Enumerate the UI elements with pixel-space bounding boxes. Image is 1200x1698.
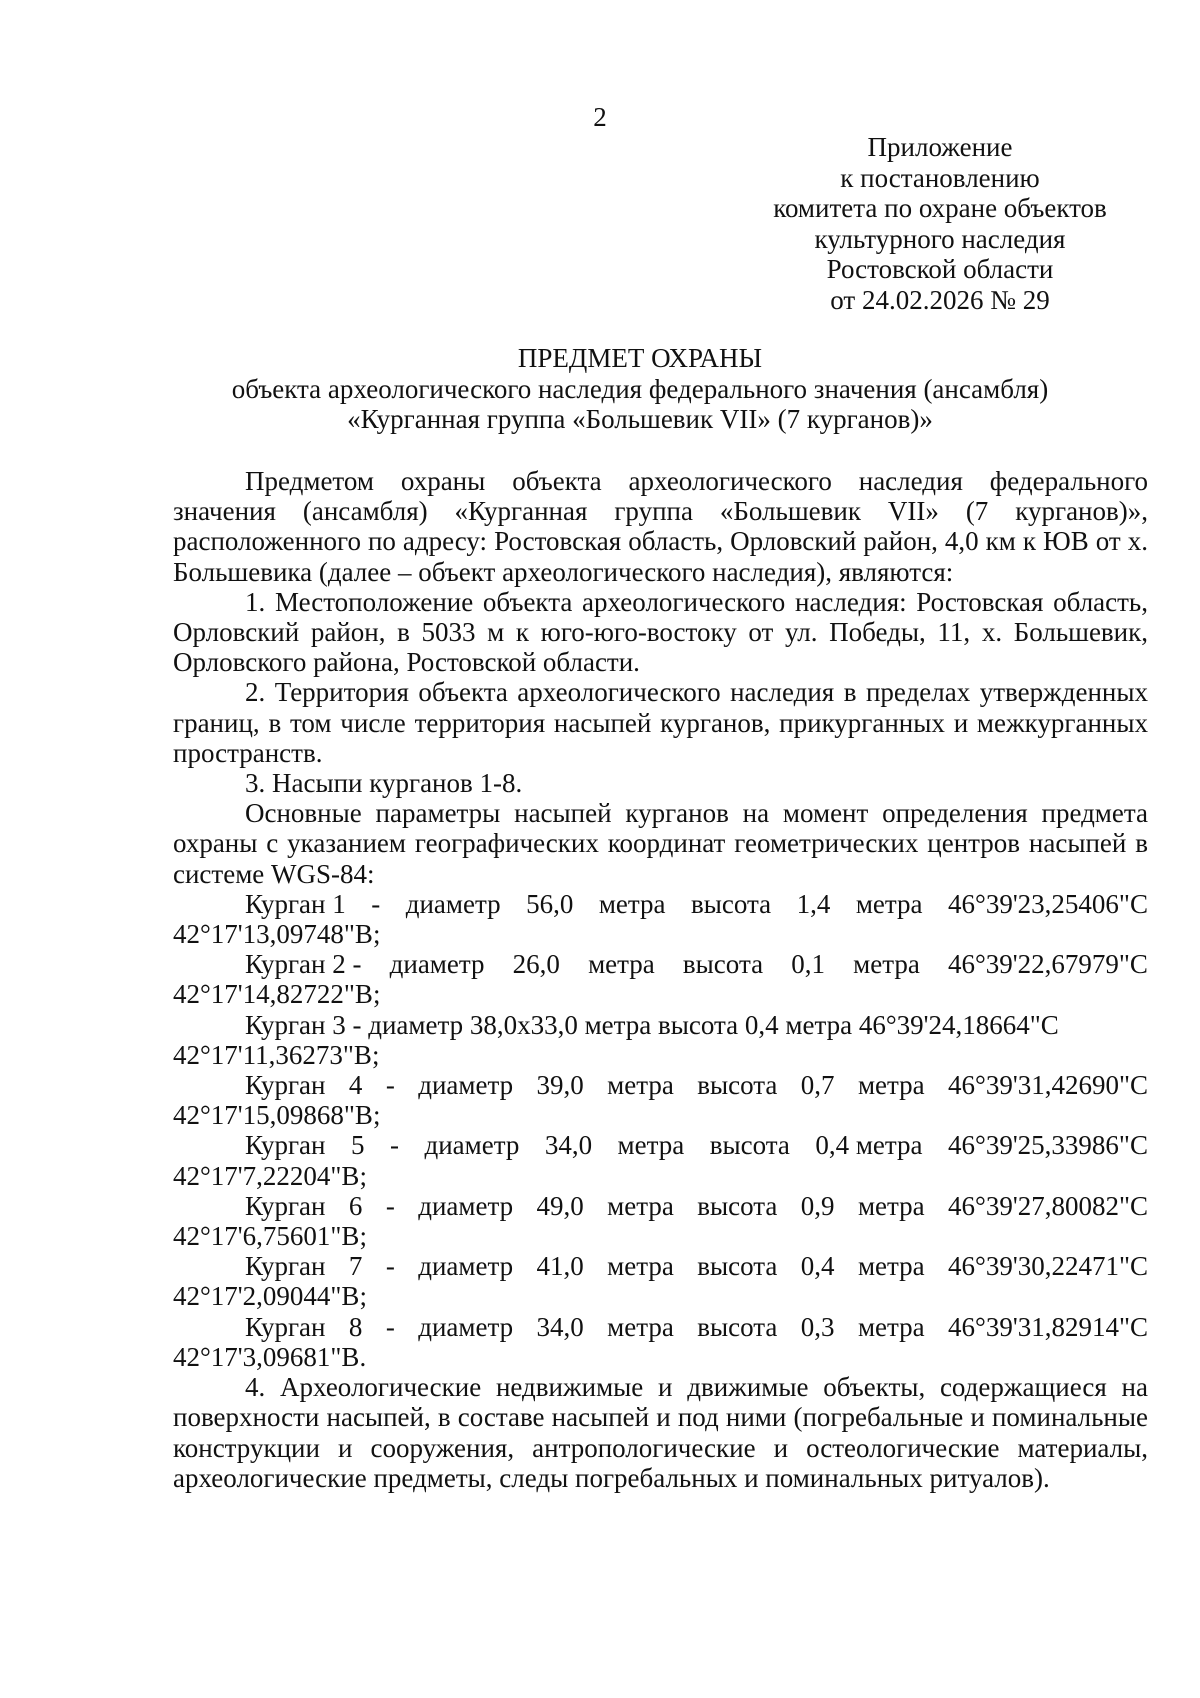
params-paragraph: Основные параметры насыпей курганов на момент определения предмета охраны с указанием географических координат геометрических центров насыпей в системе WGS-84: — [173, 798, 1148, 889]
kurgan-word: 0,1 — [791, 949, 825, 980]
kurgan-entry — [173, 1130, 1148, 1190]
kurgan-word: 46°39'31,42690"С — [948, 1070, 1148, 1101]
kurgan-parameters-line — [173, 1070, 1148, 1100]
kurgan-entry — [173, 1010, 1148, 1070]
kurgan-word: диаметр — [424, 1130, 520, 1161]
kurgan-word: 46°39'22,67979"С — [947, 949, 1148, 980]
kurgan-word: 0,7 — [800, 1070, 835, 1101]
kurgan-word: 1,4 — [796, 888, 831, 919]
kurgan-word: диаметр — [418, 1311, 514, 1342]
kurgan-word: 46°39'25,33986"С — [948, 1130, 1148, 1161]
kurgan-list — [173, 889, 1148, 1372]
kurgan-word: метра — [853, 949, 920, 980]
page-number: 2 — [593, 102, 607, 132]
appendix-line: комитета по охране объектов — [773, 193, 1107, 223]
kurgan-word: высота — [690, 888, 772, 919]
kurgan-word: диаметр — [405, 888, 501, 919]
kurgan-word: высота — [682, 949, 764, 980]
kurgan-word: высота — [697, 1311, 778, 1342]
kurgan-word: 39,0 — [536, 1070, 584, 1101]
kurgan-longitude-line: 42°17'3,09681"В. — [173, 1341, 367, 1372]
kurgan-word: Курган 3 - диаметр 38,0х33,0 метра высота 0,4 метра 46°39'24,18664"С — [245, 1009, 1059, 1040]
kurgan-word: метра — [857, 1251, 925, 1282]
kurgan-word: высота — [697, 1070, 778, 1101]
kurgan-word: - — [371, 888, 381, 919]
kurgan-entry — [173, 889, 1148, 949]
kurgan-word: метра — [607, 1311, 674, 1342]
item-1-location: 1. Местоположение объекта археологического наследия: Ростовская область, Орловский район, в 5033 м к юго-юго-востоку от ул. Победы, 11, х. Большевик, Орловского района, Ростовской области. — [173, 586, 1148, 678]
kurgan-parameters-line — [173, 1312, 1148, 1342]
kurgan-word: диаметр — [418, 1251, 514, 1282]
kurgan-word: диаметр — [418, 1190, 514, 1221]
appendix-line: Приложение — [867, 132, 1013, 162]
kurgan-word: - — [389, 1130, 399, 1161]
kurgan-word: - — [385, 1070, 395, 1101]
kurgan-parameters-line — [173, 1130, 1148, 1160]
kurgan-word: Курган — [245, 1190, 326, 1221]
kurgan-word: Курган 1 — [245, 888, 346, 919]
item-2-territory: 2. Территория объекта археологического наследия в пределах утвержденных границ, в том числе территория насыпей курганов, прикурганных и межкурганных пространств. — [173, 677, 1148, 768]
kurgan-word: метра — [607, 1190, 674, 1221]
kurgan-word: - — [385, 1311, 395, 1342]
kurgan-word: 46°39'23,25406"С — [948, 888, 1148, 919]
kurgan-longitude-line: 42°17'2,09044"В; — [173, 1281, 367, 1312]
kurgan-word: 6 — [348, 1190, 363, 1221]
kurgan-longitude-line: 42°17'11,36273"В; — [173, 1039, 380, 1070]
kurgan-word: диаметр — [418, 1070, 514, 1101]
kurgan-word: метра — [588, 949, 655, 980]
kurgan-word: метра — [857, 1190, 925, 1221]
kurgan-longitude-line: 42°17'13,09748"В; — [173, 919, 381, 950]
kurgan-word: 49,0 — [536, 1190, 584, 1221]
kurgan-parameters-line — [173, 949, 1148, 979]
kurgan-entry — [173, 1070, 1148, 1130]
kurgan-word: - — [385, 1190, 395, 1221]
kurgan-longitude-line: 42°17'6,75601"В; — [173, 1221, 367, 1252]
kurgan-word: метра — [855, 888, 923, 919]
kurgan-longitude-line: 42°17'7,22204"В; — [173, 1160, 367, 1191]
kurgan-word: Курган — [245, 1311, 326, 1342]
kurgan-word: 56,0 — [526, 888, 574, 919]
kurgan-word: метра — [607, 1251, 674, 1282]
kurgan-word: 0,9 — [800, 1190, 835, 1221]
kurgan-entry — [173, 1191, 1148, 1251]
kurgan-word: 46°39'27,80082"С — [948, 1190, 1148, 1221]
kurgan-word: высота — [709, 1130, 790, 1161]
kurgan-word: высота — [697, 1251, 778, 1282]
kurgan-word: Курган — [245, 1070, 326, 1101]
kurgan-entry — [173, 1251, 1148, 1311]
kurgan-word: Курган — [245, 1130, 326, 1161]
kurgan-word: 7 — [348, 1251, 363, 1282]
appendix-line: Ростовской области — [826, 254, 1054, 284]
kurgan-word: 34,0 — [536, 1311, 584, 1342]
title-subtitle: объекта археологического наследия федерального значения (ансамбля) — [231, 373, 1049, 404]
kurgan-word: 41,0 — [536, 1251, 584, 1282]
document-body — [173, 466, 1148, 1493]
appendix-line: от 24.02.2026 № 29 — [830, 284, 1050, 315]
title-object-name: «Курганная группа «Большевик VII» (7 курганов)» — [347, 404, 933, 434]
kurgan-word: Курган 2 - — [245, 949, 362, 980]
intro-paragraph: Предметом охраны объекта археологического наследия федерального значения (ансамбля) «Курганная группа «Большевик VII» (7 курганов)», расположенного по адресу: Ростовская область, Орловский район, 4,0 км к ЮВ от х. Большевика (далее – объект археологического наследия), являются: — [173, 466, 1148, 587]
kurgan-word: 46°39'31,82914"С — [948, 1311, 1148, 1342]
kurgan-word: 5 — [350, 1130, 365, 1161]
kurgan-word: 0,3 — [800, 1311, 835, 1342]
kurgan-word: Курган — [245, 1251, 326, 1282]
title-heading: ПРЕДМЕТ ОХРАНЫ — [517, 343, 763, 373]
kurgan-parameters-line — [173, 1010, 1148, 1040]
kurgan-word: метра — [598, 888, 666, 919]
item-3-mounds: 3. Насыпи курганов 1-8. — [245, 768, 523, 799]
kurgan-word: - — [385, 1251, 395, 1282]
appendix-line: культурного наследия — [814, 223, 1066, 254]
kurgan-word: 8 — [348, 1311, 363, 1342]
kurgan-word: 26,0 — [512, 949, 560, 980]
document-title — [160, 343, 1120, 435]
kurgan-word: 0,4 метра — [815, 1130, 923, 1161]
appendix-line: к постановлению — [840, 162, 1040, 193]
appendix-block — [760, 132, 1120, 315]
item-4-objects: 4. Археологические недвижимые и движимые объекты, содержащиеся на поверхности насыпей, в составе насыпей и под ними (погребальные и поминальные конструкции и сооружения, антропологические и остеологические материалы, археологические предметы, следы погребальных и поминальных ритуалов). — [173, 1372, 1148, 1493]
kurgan-word: 46°39'30,22471"С — [948, 1251, 1148, 1282]
kurgan-word: метра — [857, 1311, 925, 1342]
kurgan-word: диаметр — [389, 949, 485, 980]
kurgan-word: 4 — [348, 1070, 363, 1101]
kurgan-word: метра — [617, 1130, 685, 1161]
kurgan-word: высота — [697, 1190, 778, 1221]
kurgan-word: метра — [857, 1070, 925, 1101]
kurgan-word: 0,4 — [800, 1251, 835, 1282]
kurgan-entry — [173, 1312, 1148, 1372]
kurgan-parameters-line — [173, 1251, 1148, 1281]
kurgan-parameters-line — [173, 889, 1148, 919]
kurgan-word: метра — [607, 1070, 674, 1101]
kurgan-longitude-line: 42°17'14,82722"В; — [173, 979, 381, 1010]
kurgan-parameters-line — [173, 1191, 1148, 1221]
kurgan-entry — [173, 949, 1148, 1009]
kurgan-longitude-line: 42°17'15,09868"В; — [173, 1100, 381, 1131]
kurgan-word: 34,0 — [544, 1130, 593, 1161]
